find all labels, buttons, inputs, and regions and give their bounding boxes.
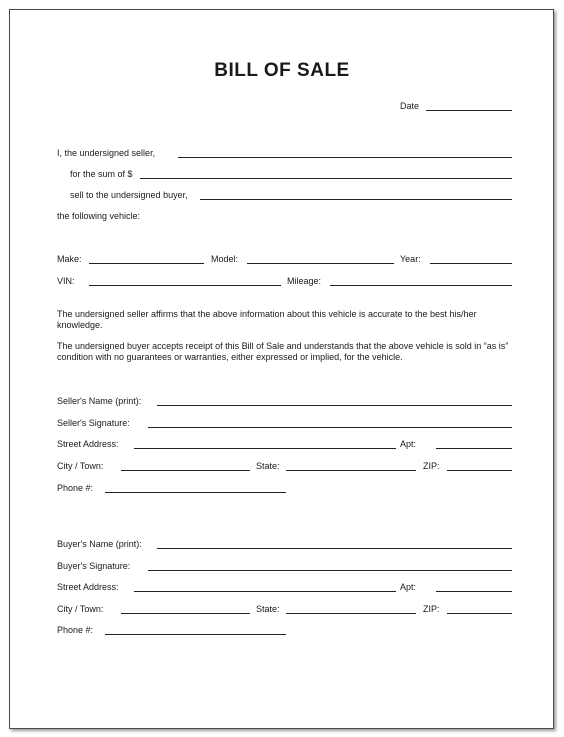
seller-city-label: City / Town: — [57, 461, 104, 471]
seller-name-field[interactable] — [157, 405, 512, 406]
document-page — [9, 9, 554, 729]
seller-apt-field[interactable] — [436, 448, 512, 449]
seller-intro-label: I, the undersigned seller, — [57, 148, 156, 158]
seller-signature-label: Seller's Signature: — [57, 418, 130, 428]
seller-street-label: Street Address: — [57, 439, 119, 449]
buyer-city-label: City / Town: — [57, 604, 104, 614]
buyer-city-field[interactable] — [121, 613, 250, 614]
seller-zip-label: ZIP: — [423, 461, 440, 471]
buyer-apt-label: Apt: — [400, 582, 417, 592]
model-label: Model: — [211, 254, 239, 264]
buyer-state-field[interactable] — [286, 613, 416, 614]
mileage-field[interactable] — [330, 285, 512, 286]
year-field[interactable] — [430, 263, 512, 264]
seller-affirmation-text: The undersigned seller affirms that the above information about this vehicle is accurate to the best his/her knowledge. — [57, 309, 477, 330]
seller-phone-field[interactable] — [105, 492, 286, 493]
vin-field[interactable] — [89, 285, 281, 286]
year-label: Year: — [400, 254, 421, 264]
buyer-street-field[interactable] — [134, 591, 396, 592]
buyer-signature-label: Buyer's Signature: — [57, 561, 131, 571]
vin-label: VIN: — [57, 276, 75, 286]
seller-city-field[interactable] — [121, 470, 250, 471]
seller-zip-field[interactable] — [447, 470, 512, 471]
buyer-phone-field[interactable] — [105, 634, 286, 635]
seller-intro-field[interactable] — [178, 157, 512, 158]
buyer-acceptance-text: The undersigned buyer accepts receipt of this Bill of Sale and understands that the above vehicle is sold in “as is” condition with no guarantees or warranties, either expressed or implied, for the vehicle. — [57, 341, 509, 362]
sum-label: for the sum of $ — [70, 169, 133, 179]
make-field[interactable] — [89, 263, 204, 264]
date-label: Date — [400, 101, 420, 111]
seller-apt-label: Apt: — [400, 439, 417, 449]
document-title: BILL OF SALE — [214, 60, 350, 81]
seller-state-field[interactable] — [286, 470, 416, 471]
buyer-name-label: Buyer's Name (print): — [57, 539, 142, 549]
buyer-intro-label: sell to the undersigned buyer, — [70, 190, 188, 200]
seller-phone-label: Phone #: — [57, 483, 94, 493]
buyer-name-field[interactable] — [157, 548, 512, 549]
buyer-zip-label: ZIP: — [423, 604, 440, 614]
sum-field[interactable] — [140, 178, 512, 179]
buyer-state-label: State: — [256, 604, 280, 614]
seller-street-field[interactable] — [134, 448, 396, 449]
buyer-street-label: Street Address: — [57, 582, 119, 592]
buyer-zip-field[interactable] — [447, 613, 512, 614]
buyer-intro-field[interactable] — [200, 199, 512, 200]
date-field[interactable] — [426, 110, 512, 111]
buyer-phone-label: Phone #: — [57, 625, 94, 635]
seller-signature-field[interactable] — [148, 427, 512, 428]
vehicle-intro-label: the following vehicle: — [57, 211, 141, 221]
buyer-apt-field[interactable] — [436, 591, 512, 592]
make-label: Make: — [57, 254, 82, 264]
seller-state-label: State: — [256, 461, 280, 471]
model-field[interactable] — [247, 263, 394, 264]
mileage-label: Mileage: — [287, 276, 322, 286]
buyer-signature-field[interactable] — [148, 570, 512, 571]
seller-name-label: Seller's Name (print): — [57, 396, 142, 406]
